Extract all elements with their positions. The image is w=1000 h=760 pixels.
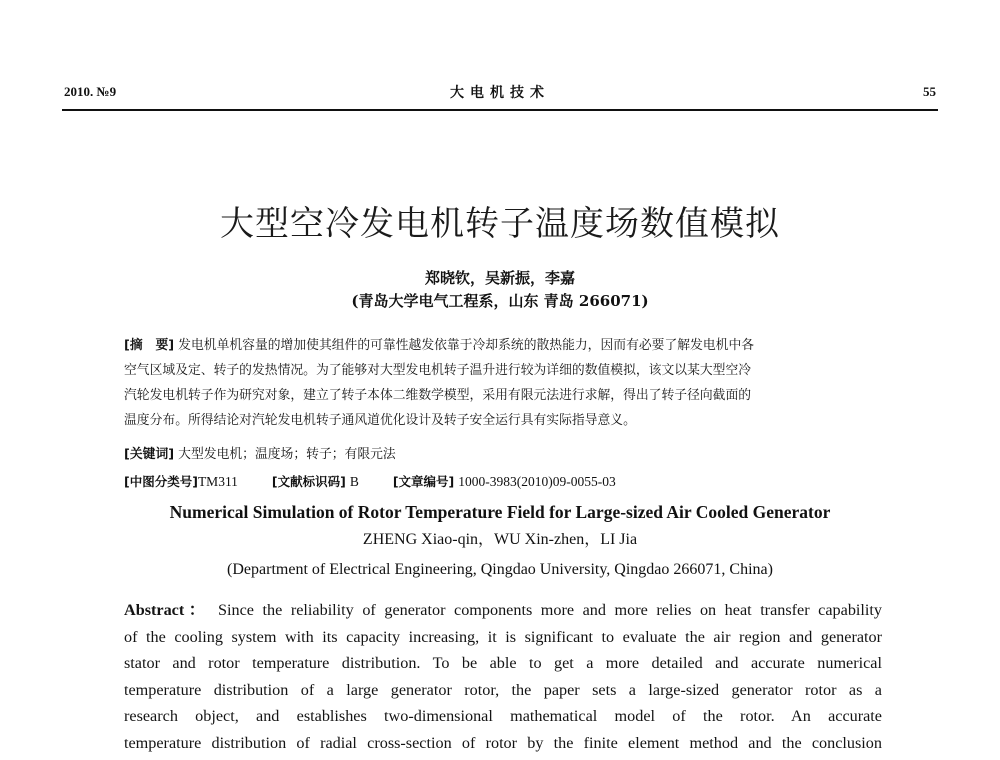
keywords xyxy=(124,443,396,462)
chinese-abstract-label: [摘 要] xyxy=(124,338,175,353)
classification-line xyxy=(124,472,646,490)
paper-affiliation: (青岛大学电气工程系，山东 青岛 266071) xyxy=(351,292,649,310)
english-affiliation: (Department of Electrical Engineering, Qingdao University, Qingdao 266071, China) xyxy=(227,561,773,578)
header-rule xyxy=(62,109,938,111)
chinese-abstract-line-1 xyxy=(124,333,876,358)
english-abstract-line-2: of the cooling system with its capacity increasing, it is significant to evaluate the air region and generator xyxy=(124,627,882,646)
english-abstract-label: Abstract： xyxy=(124,601,210,619)
clc-number: [中图分类号]TM311 xyxy=(124,474,238,489)
english-abstract-line-3: stator and rotor temperature distribution. To be able to get a more detailed and accurate numerical xyxy=(124,654,882,672)
english-abstract-line-5: research object, and establishes two-dimensional mathematical model of the rotor. An accurate xyxy=(124,707,882,725)
english-title: Numerical Simulation of Rotor Temperature Field for Large-sized Air Cooled Generator xyxy=(169,502,831,522)
keywords-text: 大型发电机；温度场；转子；有限元法 xyxy=(178,447,396,462)
paper-title: 大型空冷发电机转子温度场数值模拟 xyxy=(220,204,780,244)
running-header-page-number: 55 xyxy=(923,84,936,99)
keywords-label: [关键词] xyxy=(124,447,175,462)
document-code: [文献标识码] B xyxy=(271,474,359,489)
running-header-journal: 大电机技术 xyxy=(450,85,550,101)
english-abstract-line-1: Abstract： Since the reliability of generator components more and more relies on heat transfer capability xyxy=(124,601,882,619)
article-number: [文章编号] 1000-3983(2010)09-0055-03 xyxy=(392,474,616,489)
chinese-abstract xyxy=(124,333,876,433)
chinese-abstract-line-4: 温度分布。所得结论对汽轮发电机转子通风道优化设计及转子安全运行具有实际指导意义。 xyxy=(124,413,636,428)
paper-authors: 郑晓钦，吴新振，李嘉 xyxy=(424,269,575,287)
english-abstract xyxy=(124,597,882,756)
english-abstract-line-4: temperature distribution of a large generator rotor, the paper sets a large-sized generator rotor as a xyxy=(124,680,882,699)
english-authors: ZHENG Xiao-qin，WU Xin-zhen，LI Jia xyxy=(362,531,638,548)
chinese-abstract-line-3: 汽轮发电机转子作为研究对象，建立了转子本体二维数学模型，采用有限元法进行求解，得出了转子径向截面的 xyxy=(124,388,752,403)
running-header-issue: 2010. №9 xyxy=(64,84,117,99)
chinese-abstract-text: 发电机单机容量的增加使其组件的可靠性越发依靠于冷却系统的散热能力，因而有必要了解发电机中各 xyxy=(178,338,755,353)
chinese-abstract-line-2: 空气区域及定、转子的发热情况。为了能够对大型发电机转子温升进行较为详细的数值模拟，该文以某大型空冷 xyxy=(124,363,752,378)
english-abstract-line-6: temperature distribution of radial cross-section of rotor by the finite element method and the conclusion xyxy=(124,733,882,752)
